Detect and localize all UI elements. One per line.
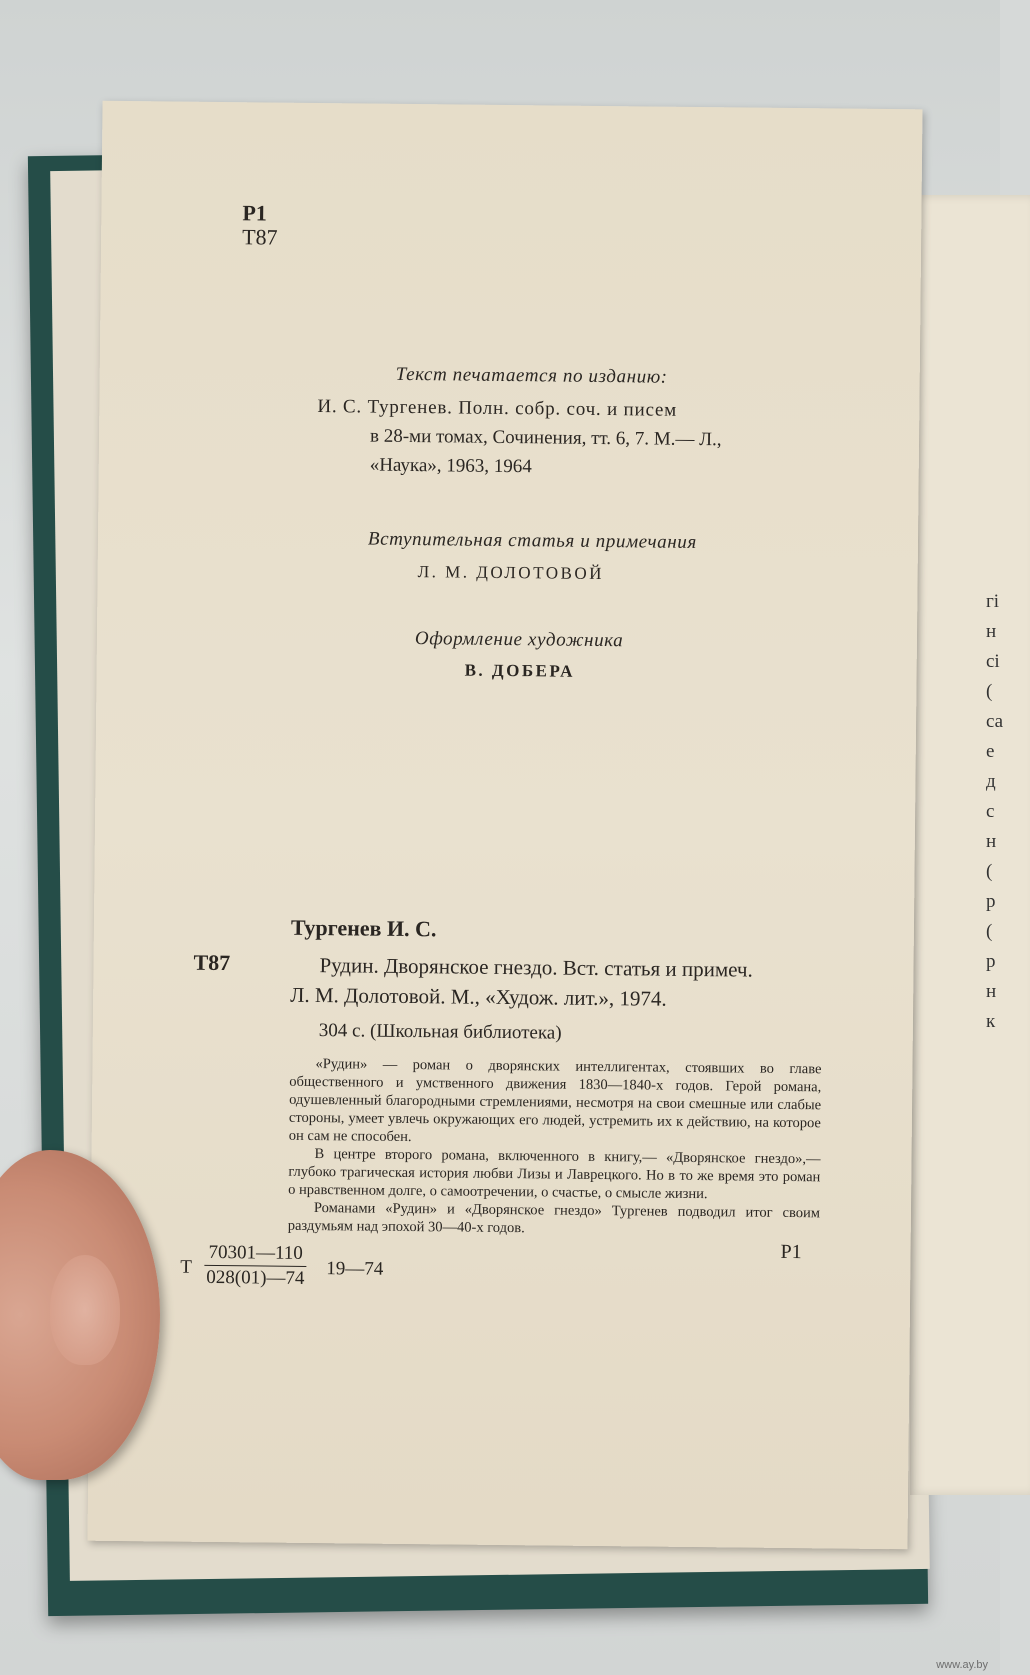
right-letter: ( (986, 921, 993, 942)
source-line: И. С. Тургенев. Полн. собр. соч. и писем (317, 396, 678, 421)
right-letter: гі (986, 591, 1000, 612)
right-letter: н (986, 981, 997, 1002)
index-suffix: 19—74 (326, 1258, 384, 1280)
annotation-paragraph: Романами «Рудин» и «Дворянское гнездо» Тургенев подводил итог своим раздумьям над эпохой 30—40-х годов. (287, 1200, 821, 1237)
intro-author: Л. М. ДОЛОТОВОЙ (417, 562, 605, 584)
right-letter: д (986, 771, 996, 792)
right-letter: к (986, 1011, 996, 1032)
thumbnail-highlight (50, 1255, 120, 1365)
right-letter: сі (986, 651, 1000, 672)
right-letter: р (986, 891, 996, 912)
right-letter: е (986, 741, 995, 762)
annotation-paragraph: В центре второго романа, включенного в книгу,— «Дворянское гнездо»,— глубоко трагическая история любви Лизы и Лаврецкого. Но в то же время это роман о нравственном долге, о самоотречении, о счастье, о смысле жизни. (288, 1146, 821, 1203)
index-fraction (204, 1242, 307, 1290)
index-letter: Т (180, 1256, 193, 1278)
right-letter: н (986, 621, 997, 642)
right-letter: ( (986, 861, 993, 882)
source-label: Текст печатается по изданию: (395, 363, 668, 388)
right-letter: н (986, 831, 997, 852)
source-line: в 28-ми томах, Сочинения, тт. 6, 7. М.— Л., (369, 425, 722, 451)
bib-title-line: Рудин. Дворянское гнездо. Вст. статья и примеч. (319, 953, 753, 982)
annotation (288, 1055, 822, 1241)
design-author: В. ДОБЕРА (464, 660, 576, 681)
right-page-edge (910, 195, 1030, 1495)
right-letter: с (986, 801, 995, 822)
right-letter: ( (986, 681, 993, 702)
bottom-code: Р1 (780, 1240, 802, 1264)
right-letter: р (986, 951, 996, 972)
bib-author: Тургенев И. С. (290, 914, 437, 942)
right-letter: са (986, 711, 1004, 732)
watermark: www.ay.by (936, 1659, 988, 1671)
index-numerator: 70301—110 (204, 1242, 307, 1267)
intro-label: Вступительная статья и примечания (367, 528, 697, 553)
bib-code: Т87 (193, 949, 231, 976)
bib-pages: 304 с. (Школьная библиотека) (318, 1020, 562, 1044)
classification-code: Р1 (242, 200, 267, 226)
author-mark: Т87 (242, 224, 278, 250)
index-denominator: 028(01)—74 (206, 1266, 305, 1289)
design-label: Оформление художника (414, 628, 624, 652)
title-verso-page (87, 101, 922, 1550)
bib-title-line: Л. М. Долотовой. М., «Худож. лит.», 1974. (290, 982, 667, 1011)
annotation-paragraph: «Рудин» — роман о дворянских интеллигентах, стоявших во главе общественного и умственного движения 1830—1840-х годов. Герой романа, одушевленный благородными стремлениями, несмотря на свои смешные или слабые стороны, умеет увлечь окружающих его людей, устремить их к действию, на которое он сам не способен. (288, 1056, 822, 1146)
source-line: «Наука», 1963, 1964 (369, 454, 532, 478)
